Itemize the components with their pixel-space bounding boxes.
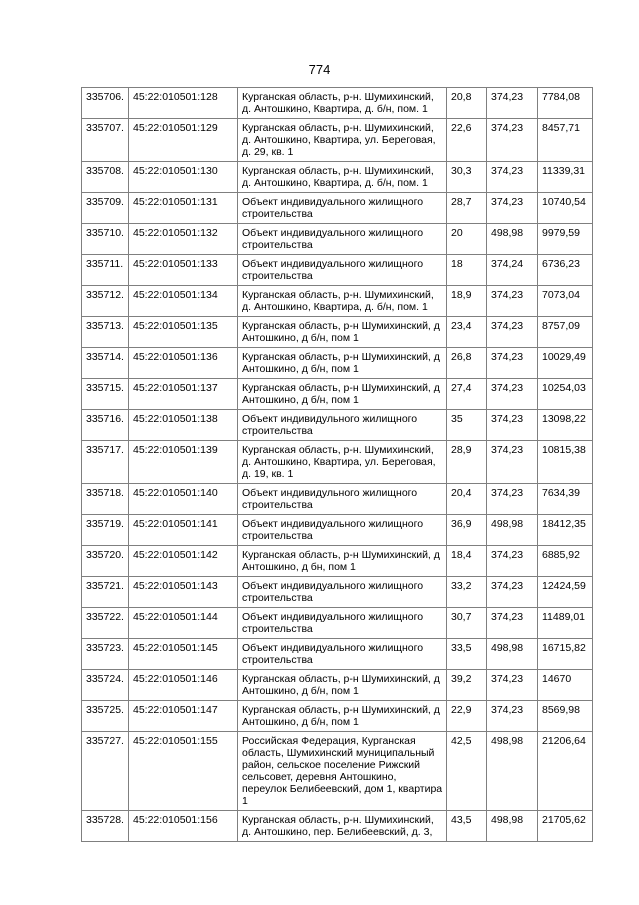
specific-value-cell: 374,23 [487,701,538,732]
table-row [82,88,593,119]
cadastral-number-cell: 45:22:010501:145 [129,639,238,670]
row-number-cell: 335722. [82,608,129,639]
area-cell: 30,7 [447,608,487,639]
specific-value-cell: 374,23 [487,577,538,608]
row-number-cell: 335707. [82,119,129,162]
specific-value-cell: 374,24 [487,255,538,286]
table-row [82,701,593,732]
cadastral-value-cell: 9979,59 [538,224,593,255]
object-address-cell: Объект индивидуального жилищного строительства [238,639,447,670]
cadastral-number-cell: 45:22:010501:156 [129,811,238,842]
cadastral-number-cell: 45:22:010501:143 [129,577,238,608]
object-address-cell: Курганская область, р-н. Шумихинский, д. Антошкино, Квартира, ул. Береговая, д. 29, кв. 1 [238,119,447,162]
object-address-cell: Курганская область, р-н Шумихинский, д Антошкино, д б/н, пом 1 [238,348,447,379]
object-address-cell: Объект индивидуального жилищного строительства [238,608,447,639]
object-address-cell: Объект индивидульного жилищного строительства [238,484,447,515]
row-number-cell: 335719. [82,515,129,546]
row-number-cell: 335718. [82,484,129,515]
row-number-cell: 335728. [82,811,129,842]
cadastral-value-cell: 10740,54 [538,193,593,224]
area-cell: 22,9 [447,701,487,732]
page-number: 774 [308,62,331,77]
area-cell: 20,8 [447,88,487,119]
object-address-cell: Объект индивидуального жилищного строительства [238,515,447,546]
table-row [82,193,593,224]
table-row [82,441,593,484]
cadastral-number-cell: 45:22:010501:132 [129,224,238,255]
registry-table [81,87,593,842]
cadastral-value-cell: 8457,71 [538,119,593,162]
table-row [82,379,593,410]
table-row [82,286,593,317]
row-number-cell: 335715. [82,379,129,410]
table-row [82,732,593,811]
cadastral-number-cell: 45:22:010501:140 [129,484,238,515]
table-row [82,255,593,286]
table-row [82,224,593,255]
cadastral-value-cell: 6885,92 [538,546,593,577]
row-number-cell: 335706. [82,88,129,119]
row-number-cell: 335723. [82,639,129,670]
row-number-cell: 335724. [82,670,129,701]
cadastral-value-cell: 11489,01 [538,608,593,639]
registry-table-body [82,88,593,842]
table-row [82,577,593,608]
object-address-cell: Курганская область, р-н Шумихинский, д Антошкино, д б/н, пом 1 [238,379,447,410]
cadastral-number-cell: 45:22:010501:141 [129,515,238,546]
cadastral-value-cell: 13098,22 [538,410,593,441]
specific-value-cell: 498,98 [487,515,538,546]
row-number-cell: 335709. [82,193,129,224]
object-address-cell: Объект индивидульного жилищного строительства [238,410,447,441]
area-cell: 36,9 [447,515,487,546]
cadastral-value-cell: 14670 [538,670,593,701]
cadastral-number-cell: 45:22:010501:129 [129,119,238,162]
area-cell: 23,4 [447,317,487,348]
area-cell: 18,4 [447,546,487,577]
area-cell: 18 [447,255,487,286]
row-number-cell: 335710. [82,224,129,255]
cadastral-value-cell: 8757,09 [538,317,593,348]
area-cell: 30,3 [447,162,487,193]
cadastral-value-cell: 21206,64 [538,732,593,811]
row-number-cell: 335708. [82,162,129,193]
cadastral-number-cell: 45:22:010501:134 [129,286,238,317]
area-cell: 33,2 [447,577,487,608]
object-address-cell: Российская Федерация, Курганская область, Шумихинский муниципальный район, сельское поселение Рижский сельсовет, деревня Антошкино, переулок Белибеевский, дом 1, квартира 1 [238,732,447,811]
specific-value-cell: 374,23 [487,410,538,441]
area-cell: 18,9 [447,286,487,317]
cadastral-number-cell: 45:22:010501:131 [129,193,238,224]
table-row [82,410,593,441]
specific-value-cell: 374,23 [487,162,538,193]
table-row [82,546,593,577]
row-number-cell: 335711. [82,255,129,286]
cadastral-value-cell: 8569,98 [538,701,593,732]
object-address-cell: Курганская область, р-н Шумихинский, д Антошкино, д бн, пом 1 [238,546,447,577]
cadastral-value-cell: 16715,82 [538,639,593,670]
cadastral-value-cell: 7634,39 [538,484,593,515]
cadastral-number-cell: 45:22:010501:142 [129,546,238,577]
table-row [82,608,593,639]
cadastral-number-cell: 45:22:010501:137 [129,379,238,410]
cadastral-number-cell: 45:22:010501:147 [129,701,238,732]
specific-value-cell: 374,23 [487,193,538,224]
object-address-cell: Курганская область, р-н. Шумихинский, д. Антошкино, пер. Белибеевский, д. 3, [238,811,447,842]
area-cell: 28,9 [447,441,487,484]
cadastral-number-cell: 45:22:010501:146 [129,670,238,701]
table-row [82,639,593,670]
cadastral-number-cell: 45:22:010501:155 [129,732,238,811]
cadastral-value-cell: 7784,08 [538,88,593,119]
cadastral-value-cell: 10254,03 [538,379,593,410]
specific-value-cell: 374,23 [487,286,538,317]
object-address-cell: Курганская область, р-н. Шумихинский, д. Антошкино, Квартира, ул. Береговая, д. 19, кв. 1 [238,441,447,484]
cadastral-number-cell: 45:22:010501:135 [129,317,238,348]
cadastral-value-cell: 18412,35 [538,515,593,546]
table-row [82,515,593,546]
object-address-cell: Курганская область, р-н. Шумихинский, д. Антошкино, Квартира, д. б/н, пом. 1 [238,88,447,119]
row-number-cell: 335712. [82,286,129,317]
specific-value-cell: 374,23 [487,484,538,515]
table-row [82,811,593,842]
area-cell: 26,8 [447,348,487,379]
specific-value-cell: 374,23 [487,348,538,379]
row-number-cell: 335720. [82,546,129,577]
table-row [82,162,593,193]
area-cell: 33,5 [447,639,487,670]
cadastral-value-cell: 7073,04 [538,286,593,317]
table-row [82,484,593,515]
cadastral-number-cell: 45:22:010501:130 [129,162,238,193]
cadastral-value-cell: 10029,49 [538,348,593,379]
specific-value-cell: 374,23 [487,608,538,639]
area-cell: 39,2 [447,670,487,701]
object-address-cell: Курганская область, р-н. Шумихинский, д. Антошкино, Квартира, д. б/н, пом. 1 [238,286,447,317]
object-address-cell: Курганская область, р-н Шумихинский, д Антошкино, д б/н, пом 1 [238,317,447,348]
specific-value-cell: 374,23 [487,88,538,119]
object-address-cell: Курганская область, р-н. Шумихинский, д. Антошкино, Квартира, д. б/н, пом. 1 [238,162,447,193]
specific-value-cell: 374,23 [487,546,538,577]
area-cell: 35 [447,410,487,441]
cadastral-number-cell: 45:22:010501:139 [129,441,238,484]
object-address-cell: Курганская область, р-н Шумихинский, д Антошкино, д б/н, пом 1 [238,701,447,732]
table-row [82,670,593,701]
object-address-cell: Объект индивидуального жилищного строительства [238,193,447,224]
table-row [82,317,593,348]
object-address-cell: Объект индивидуального жилищного строительства [238,255,447,286]
area-cell: 28,7 [447,193,487,224]
specific-value-cell: 374,23 [487,119,538,162]
area-cell: 43,5 [447,811,487,842]
object-address-cell: Курганская область, р-н Шумихинский, д Антошкино, д б/н, пом 1 [238,670,447,701]
row-number-cell: 335714. [82,348,129,379]
table-row [82,348,593,379]
specific-value-cell: 498,98 [487,811,538,842]
specific-value-cell: 498,98 [487,224,538,255]
cadastral-value-cell: 10815,38 [538,441,593,484]
cadastral-number-cell: 45:22:010501:128 [129,88,238,119]
object-address-cell: Объект индивидуального жилищного строительства [238,577,447,608]
row-number-cell: 335717. [82,441,129,484]
area-cell: 20,4 [447,484,487,515]
specific-value-cell: 374,23 [487,441,538,484]
cadastral-number-cell: 45:22:010501:138 [129,410,238,441]
table-row [82,119,593,162]
specific-value-cell: 374,23 [487,317,538,348]
cadastral-number-cell: 45:22:010501:144 [129,608,238,639]
cadastral-value-cell: 11339,31 [538,162,593,193]
row-number-cell: 335725. [82,701,129,732]
specific-value-cell: 498,98 [487,732,538,811]
cadastral-number-cell: 45:22:010501:133 [129,255,238,286]
row-number-cell: 335721. [82,577,129,608]
area-cell: 22,6 [447,119,487,162]
specific-value-cell: 374,23 [487,379,538,410]
cadastral-value-cell: 6736,23 [538,255,593,286]
area-cell: 20 [447,224,487,255]
specific-value-cell: 374,23 [487,670,538,701]
cadastral-value-cell: 21705,62 [538,811,593,842]
cadastral-value-cell: 12424,59 [538,577,593,608]
cadastral-number-cell: 45:22:010501:136 [129,348,238,379]
area-cell: 27,4 [447,379,487,410]
object-address-cell: Объект индивидуального жилищного строительства [238,224,447,255]
row-number-cell: 335716. [82,410,129,441]
row-number-cell: 335727. [82,732,129,811]
area-cell: 42,5 [447,732,487,811]
specific-value-cell: 498,98 [487,639,538,670]
row-number-cell: 335713. [82,317,129,348]
